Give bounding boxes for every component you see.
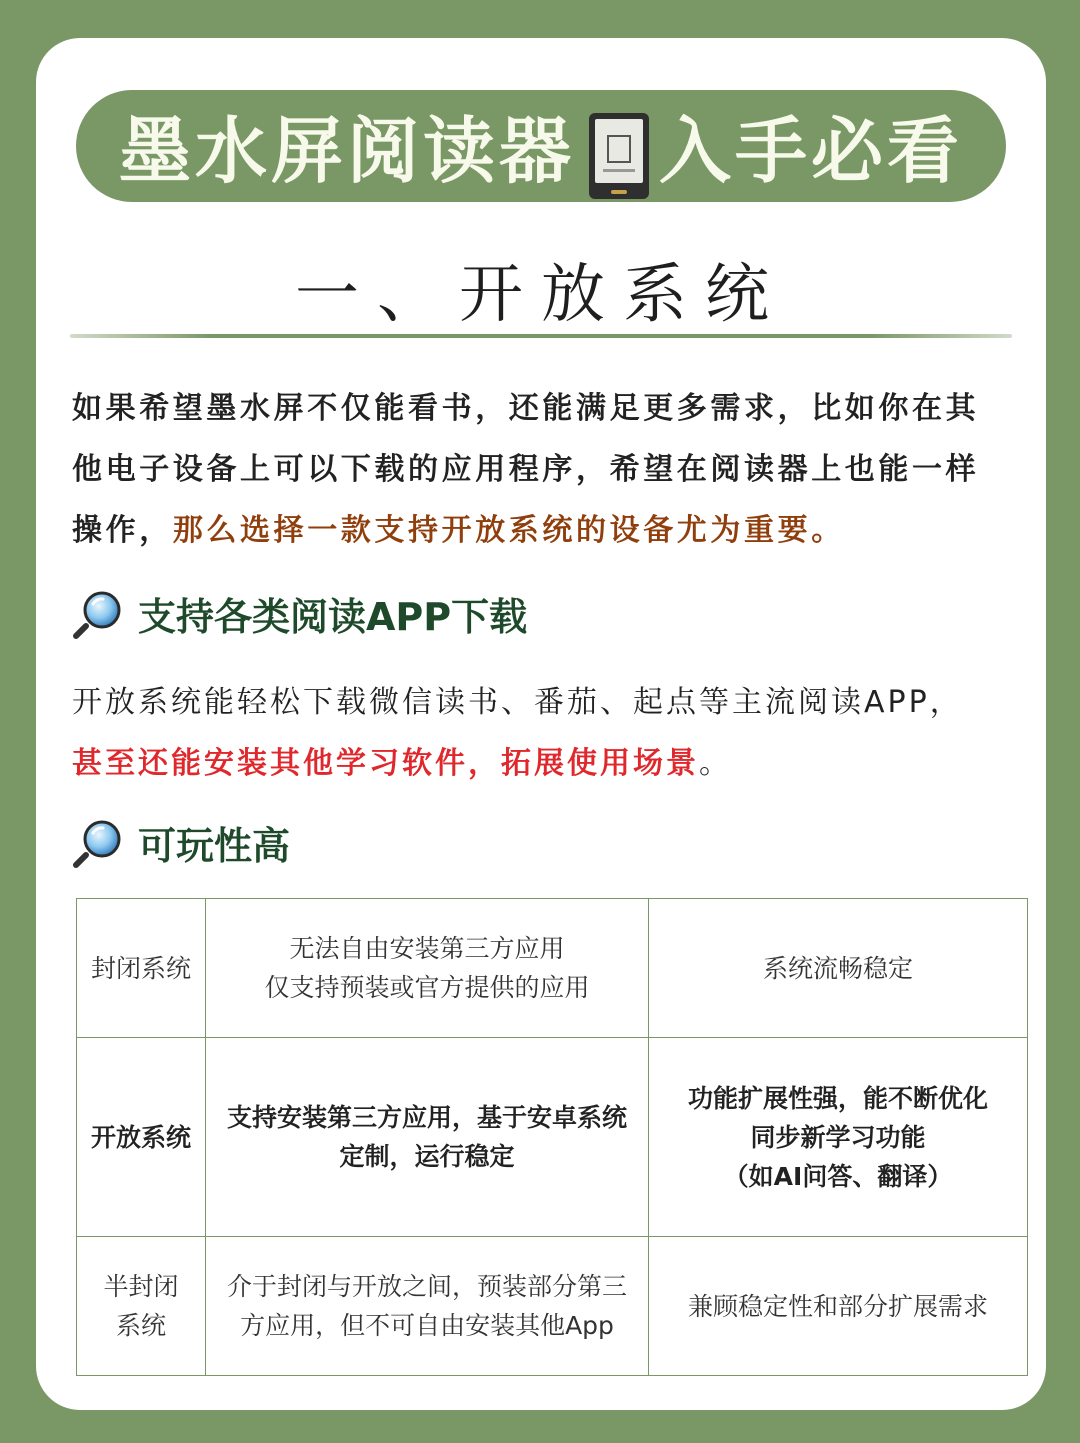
feature-highlight: 甚至还能安装其他学习软件，拓展使用场景 (72, 746, 699, 781)
system-type: 半封闭 (103, 1272, 179, 1301)
feature-body: 开放系统能轻松下载微信读书、番茄、起点等主流阅读APP， (72, 685, 963, 720)
benefit-line: 同步新学习功能 (750, 1122, 926, 1152)
benefit-cell (649, 1038, 1028, 1237)
feature-heading-text: 可玩性高 (138, 824, 291, 868)
feature-tail: 。 (699, 746, 732, 781)
feature-line: 支持安装第三方应用，基于安卓系统 (226, 1103, 627, 1132)
feature-paragraph-app-download (72, 672, 1022, 794)
feature-line: 仅支持预装或官方提供的应用 (264, 973, 590, 1002)
system-type-cell (77, 899, 206, 1038)
feature-heading-app-download (72, 586, 527, 641)
table-row (77, 1038, 1028, 1237)
content-card (36, 38, 1046, 1410)
divider (70, 334, 1012, 338)
title-banner (76, 90, 1006, 202)
system-type: 开放系统 (90, 1122, 191, 1152)
system-type: 系统 (115, 1311, 166, 1340)
benefit-cell (649, 899, 1028, 1038)
feature-heading-text: 支持各类阅读APP下载 (138, 595, 528, 639)
feature-cell (206, 1038, 649, 1237)
benefit-line: 功能扩展性强，能不断优化 (687, 1083, 988, 1113)
magnifier-icon (72, 588, 124, 640)
benefit-line: （如AI问答、翻译） (723, 1161, 953, 1191)
feature-heading-playability (72, 815, 290, 870)
title-right: 入手必看 (659, 108, 964, 193)
system-type: 封闭系统 (90, 953, 191, 983)
magnifier-icon (72, 817, 124, 869)
title-left: 墨水屏阅读器 (118, 108, 575, 193)
feature-cell (206, 899, 649, 1038)
comparison-table (76, 898, 1028, 1376)
intro-text: 如果希望墨水屏不仅能看书，还能满足更多需求，比如你在其他电子设备上可以下载的应用程序，希望在阅读器上也能一样操作， (72, 391, 980, 548)
section-title: 一、开放系统 (295, 258, 787, 332)
table-row (77, 899, 1028, 1038)
feature-line: 定制，运行稳定 (339, 1142, 515, 1171)
table-row (77, 1237, 1028, 1376)
system-type-cell (77, 1237, 206, 1376)
system-type-cell (77, 1038, 206, 1237)
intro-highlight: 那么选择一款支持开放系统的设备尤为重要。 (172, 513, 845, 548)
benefit-cell (649, 1237, 1028, 1376)
intro-paragraph (72, 378, 1012, 561)
feature-line: 介于封闭与开放之间，预装部分第三 (226, 1272, 627, 1301)
page-title (119, 93, 963, 199)
benefit-line: 系统流畅稳定 (762, 953, 913, 983)
feature-line: 无法自由安装第三方应用 (289, 934, 565, 963)
e-reader-icon (589, 113, 649, 199)
feature-cell (206, 1237, 649, 1376)
feature-line: 方应用，但不可自由安装其他App (240, 1311, 614, 1340)
benefit-line: 兼顾稳定性和部分扩展需求 (687, 1291, 988, 1321)
